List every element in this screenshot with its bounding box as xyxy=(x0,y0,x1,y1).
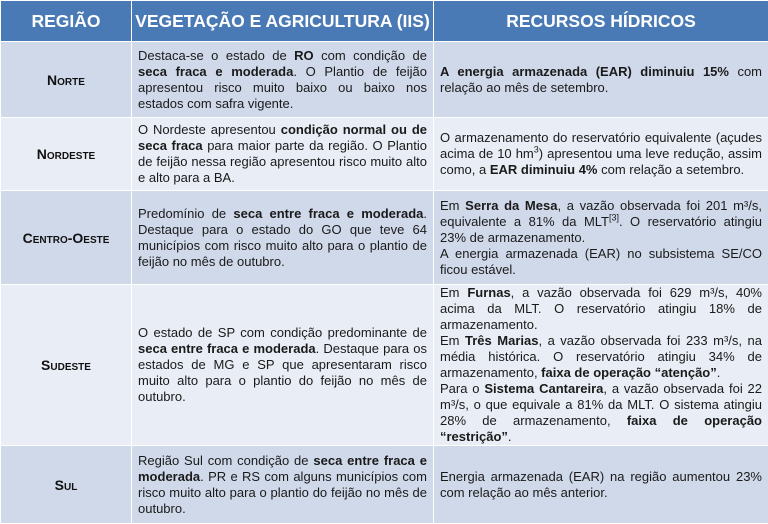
table-row xyxy=(1,191,768,285)
vegetation-cell: O estado de SP com condição predominante de seca entre fraca e moderada. Destaque para os estados de MG e SP que apresentaram risco muito alto para o plantio do feijão no mês de outubro. xyxy=(132,285,434,446)
water-resources-cell: A energia armazenada (EAR) diminuiu 15% com relação ao mês de setembro. xyxy=(434,42,768,118)
header-regiao: REGIÃO xyxy=(1,1,132,42)
region-name: Sul xyxy=(1,446,132,524)
header-recursos: RECURSOS HÍDRICOS xyxy=(434,1,768,42)
header-vegetacao: VEGETAÇÃO E AGRICULTURA (IIS) xyxy=(132,1,434,42)
table-row xyxy=(1,118,768,191)
region-name: Nordeste xyxy=(1,118,132,191)
water-resources-cell: O armazenamento do reservatório equivalente (açudes acima de 10 $hm^3$) apresentou uma leve redução, assim como, a EAR diminuiu 4% com relação a setembro. xyxy=(434,118,768,191)
vegetation-cell: O Nordeste apresentou condição normal ou de seca fraca para maior parte da região. O Plantio de feijão nessa região apresentou risco muito alto e alto para a BA. xyxy=(132,118,434,191)
table-row xyxy=(1,285,768,446)
region-name: Norte xyxy=(1,42,132,118)
table-header-row xyxy=(1,1,768,42)
vegetation-cell: Predomínio de seca entre fraca e moderada. Destaque para o estado do GO que teve 64 municípios com risco muito alto para o plantio de feijão no mês de outubro. xyxy=(132,191,434,285)
water-resources-cell: Em Furnas, a vazão observada foi 629 m³/s, 40% acima da MLT. O reservatório atingiu 18% de armazenamento. Em Três Marias, a vazão observada foi 233 m³/s, na média histórica. O reservatório atingiu 34% de armazenamento, faixa de operação “atenção”. Para o Sistema Cantareira, a vazão observada foi 22 m³/s, o que equivale a 81% da MLT. O sistema atingiu 28% de armazenamento, faixa de operação “restrição”. xyxy=(434,285,768,446)
water-resources-cell: Em Serra da Mesa, a vazão observada foi 201 m³/s, equivalente a 81% da MLT[3]. O reservatório atingiu 23% de armazenamento. A energia armazenada (EAR) no subsistema SE/CO ficou estável. xyxy=(434,191,768,285)
region-name: Centro-Oeste xyxy=(1,191,132,285)
table-row xyxy=(1,446,768,524)
water-resources-cell: Energia armazenada (EAR) na região aumentou 23% com relação ao mês anterior. xyxy=(434,446,768,524)
vegetation-cell: Região Sul com condição de seca entre fraca e moderada. PR e RS com alguns municípios com risco muito alto para o plantio do feijão no mês de outubro. xyxy=(132,446,434,524)
vegetation-cell: Destaca-se o estado de RO com condição de seca fraca e moderada. O Plantio de feijão apresentou risco muito baixo ou baixo nos estados com safra vigente. xyxy=(132,42,434,118)
region-name: Sudeste xyxy=(1,285,132,446)
table-row xyxy=(1,42,768,118)
